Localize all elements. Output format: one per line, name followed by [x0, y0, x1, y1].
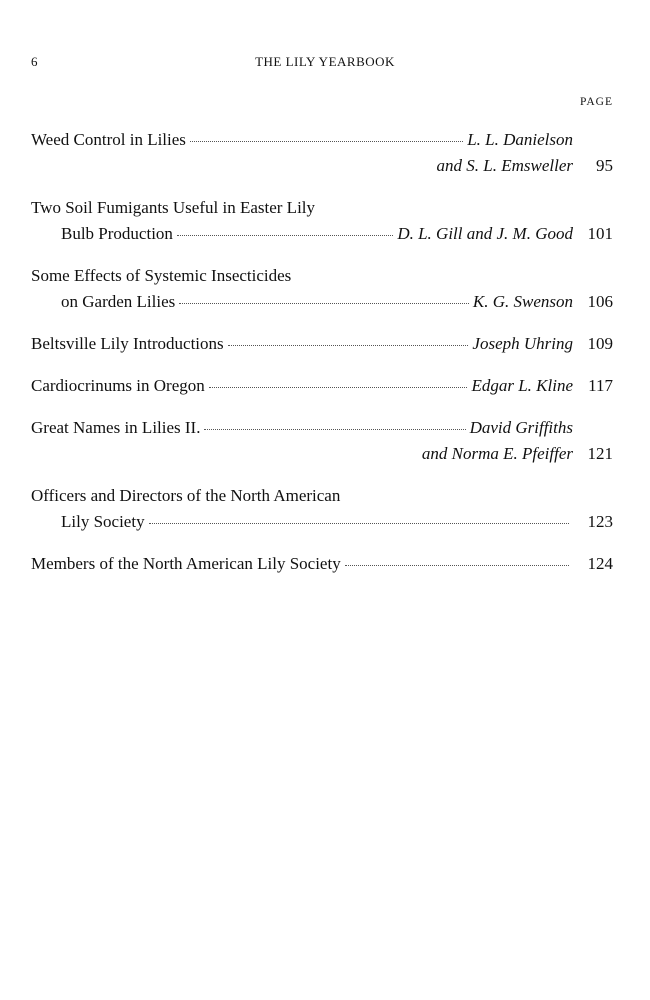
- entry-title: Bulb Production: [61, 224, 173, 243]
- toc-line: [31, 554, 613, 580]
- entry-title: Members of the North American Lily Society: [31, 554, 341, 573]
- entry-author: and Norma E. Pfeiffer: [421, 444, 573, 463]
- toc-line: [31, 418, 613, 444]
- entry-page-number: 106: [587, 292, 613, 311]
- toc-line: [31, 224, 613, 250]
- entry-author: and S. L. Emsweller: [436, 156, 573, 175]
- dot-leader: [345, 553, 569, 566]
- entry-page-number: 124: [587, 554, 613, 573]
- toc-line: [31, 198, 613, 224]
- entry-title: on Garden Lilies: [61, 292, 176, 311]
- entry-title: Officers and Directors of the North American: [31, 486, 341, 505]
- entry-title: Beltsville Lily Introductions: [31, 334, 224, 353]
- toc-entry: [31, 334, 613, 360]
- entry-title: Lily Society: [61, 512, 145, 531]
- running-title: THE LILY YEARBOOK: [255, 54, 395, 69]
- dot-leader: [179, 291, 469, 304]
- toc-line: [31, 512, 613, 538]
- page-column-label: PAGE: [580, 96, 613, 108]
- entry-page-number: 95: [596, 156, 613, 175]
- entry-page-number: 121: [587, 444, 613, 463]
- entry-author: L. L. Danielson: [467, 130, 573, 149]
- entry-title: Weed Control in Lilies: [31, 130, 186, 149]
- entry-author: Edgar L. Kline: [471, 376, 573, 395]
- entry-author: D. L. Gill and J. M. Good: [397, 224, 573, 243]
- toc-entry: [31, 266, 613, 318]
- page-header: [0, 54, 650, 72]
- entry-title: Two Soil Fumigants Useful in Easter Lily: [31, 198, 316, 217]
- entry-page-number: 101: [587, 224, 613, 243]
- dot-leader: [204, 417, 465, 430]
- dot-leader: [177, 223, 393, 236]
- toc-entry: [31, 130, 613, 182]
- entry-title: Cardiocrinums in Oregon: [31, 376, 205, 395]
- entry-page-number: 123: [587, 512, 613, 531]
- toc-entry: [31, 486, 613, 538]
- entry-title: Some Effects of Systemic Insecticides: [31, 266, 292, 285]
- page-number: 6: [31, 54, 38, 69]
- entry-author: Joseph Uhring: [472, 334, 573, 353]
- toc-line: [31, 130, 613, 156]
- entry-title: Great Names in Lilies II.: [31, 418, 201, 437]
- toc-line: [31, 376, 613, 402]
- dot-leader: [228, 333, 469, 346]
- toc-line: [31, 292, 613, 318]
- entry-page-number: 109: [587, 334, 613, 353]
- toc-entry: [31, 198, 613, 250]
- entry-author: David Griffiths: [469, 418, 573, 437]
- toc-line: [31, 486, 613, 512]
- toc-line: [31, 334, 613, 360]
- toc-line: [31, 444, 613, 470]
- toc-entry: [31, 376, 613, 402]
- dot-leader: [149, 511, 569, 524]
- entry-author: K. G. Swenson: [472, 292, 573, 311]
- toc-line: [31, 156, 613, 182]
- dot-leader: [209, 375, 468, 388]
- entry-page-number: 117: [588, 376, 613, 395]
- toc-entry: [31, 418, 613, 470]
- toc-entry: [31, 554, 613, 580]
- toc-line: [31, 266, 613, 292]
- dot-leader: [190, 129, 463, 142]
- table-of-contents: [31, 130, 613, 596]
